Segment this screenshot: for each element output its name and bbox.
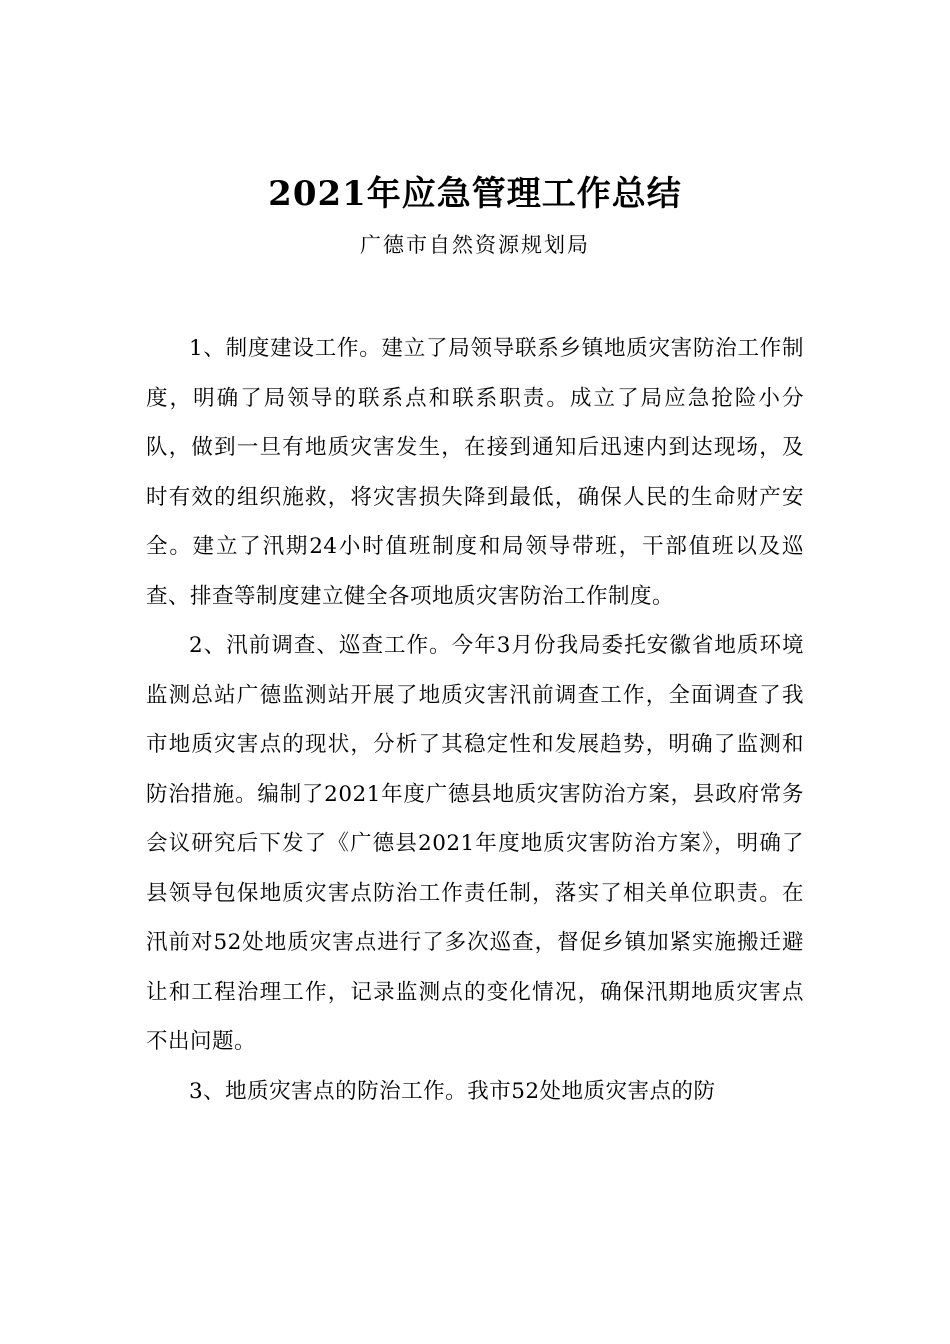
paragraph-2 [146,621,804,1067]
paragraph-1-text: 建立了局领导联系乡镇地质灾害防治工作制度，明确了局领导的联系点和联系职责。成立了局应急抢险小分队，做到一旦有地质灾害发生，在接到通知后迅速内到达现场，及时有效的组织施救，将灾害损失降到最低，确保人民的生命财产安全。建立了汛期24小时值班制度和局领导带班，干部值班以及巡查、排查等制度建立健全各项地质灾害防治工作制度。 [146,336,804,609]
paragraph-3-heading: 3、地质灾害点的防治工作。 [189,1078,468,1104]
paragraph-3 [146,1067,804,1117]
document-title: 2021年应急管理工作总结 [268,174,682,214]
document-body [146,324,804,1116]
paragraph-2-heading: 2、汛前调查、巡查工作。 [189,633,452,658]
paragraph-3-text: 我市52处地质灾害点的防 [467,1078,716,1104]
paragraph-1-heading: 1、制度建设工作。 [189,336,382,361]
document-subtitle: 广德市自然资源规划局 [360,233,590,257]
paragraph-1 [146,324,804,621]
paragraph-2-text: 今年3月份我局委托安徽省地质环境监测总站广德监测站开展了地质灾害汛前调查工作，全面调查了我市地质灾害点的现状，分析了其稳定性和发展趋势，明确了监测和防治措施。编制了2021年度广德县地质灾害防治方案，县政府常务会议研究后下发了《广德县2021年度地质灾害防治方案》，明确了县领导包保地质灾害点防治工作责任制，落实了相关单位职责。在汛前对52处地质灾害点进行了多次巡查，督促乡镇加紧实施搬迁避让和工程治理工作，记录监测点的变化情况，确保汛期地质灾害点不出问题。 [146,633,804,1054]
